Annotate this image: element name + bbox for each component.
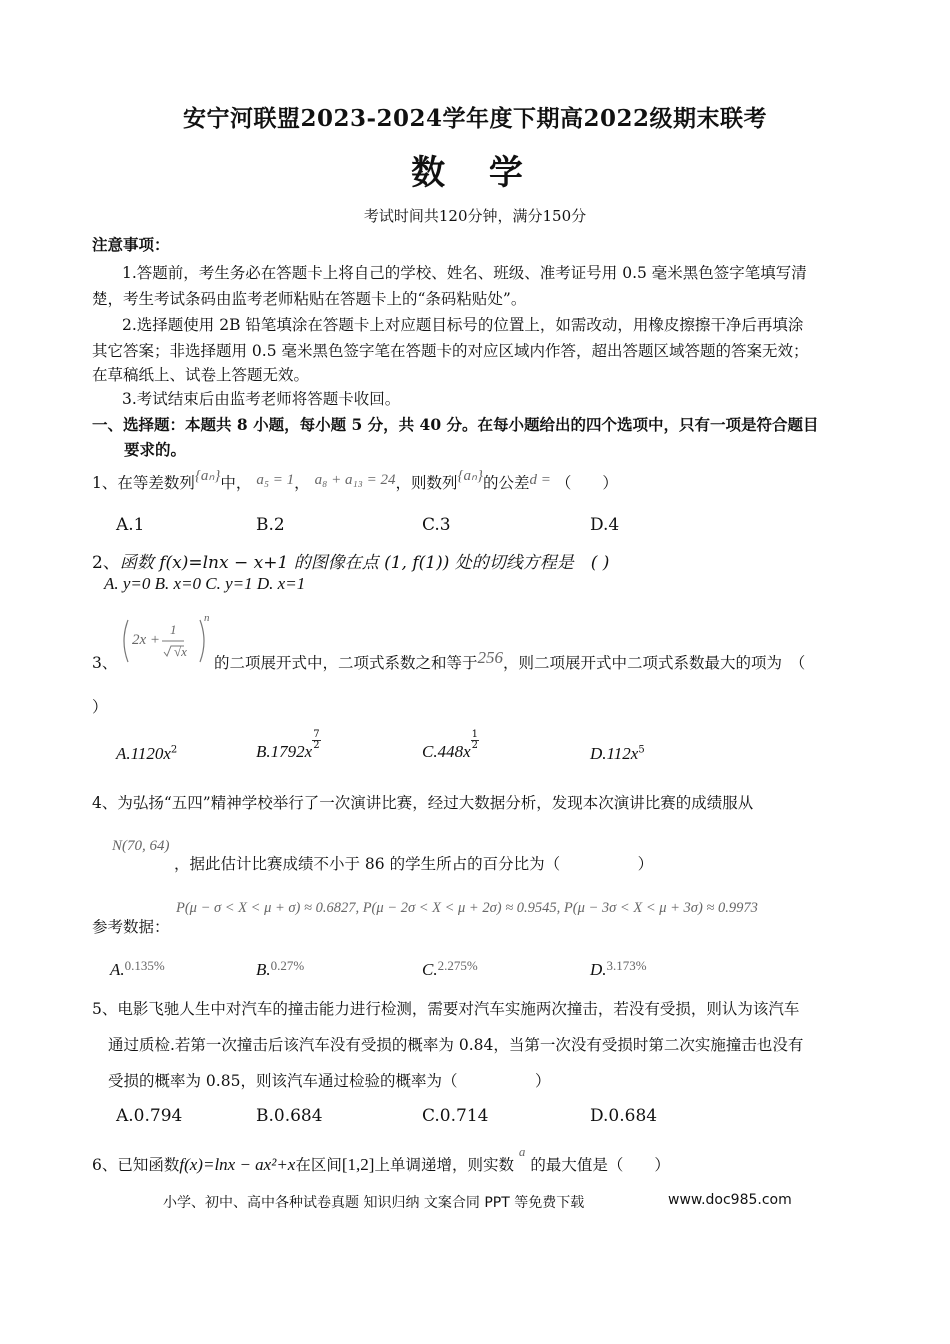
q3-close: ）: [92, 698, 108, 716]
notice-item1-line2: 楚，考生考试条码由监考老师粘贴在答题卡上的“条码粘贴处”。: [92, 290, 527, 308]
q5-line1: 5、电影飞驰人生中对汽车的撞击能力进行检测，需要对汽车实施两次撞击，若没有受损，则认为该汽车: [92, 1000, 800, 1018]
question-6: [92, 1144, 670, 1177]
q2-prefix: 2、: [92, 553, 120, 573]
q3-text2: ，则二项展开式中二项式系数最大的项为 （: [503, 654, 806, 672]
q1-paren: （ ）: [555, 474, 618, 492]
q3-expr-a: 2x +: [132, 632, 161, 648]
q6-var: a: [518, 1144, 526, 1159]
q1-cond2: a₈ + a₁₃ = 24: [314, 472, 396, 488]
q4-line1: 4、为弘扬“五四”精神学校举行了一次演讲比赛，经过大数据分析，发现本次演讲比赛的成绩服从: [92, 794, 754, 812]
q4-ref-label: 参考数据：: [92, 918, 170, 936]
q4-option-c: C.$^{2.275\%}$: [422, 958, 478, 979]
q1-cond1: a₅ = 1: [256, 472, 295, 488]
notice-heading: 注意事项：: [92, 235, 170, 254]
notice-item1-line1: 1.答题前，考生务必在答题卡上将自己的学校、姓名、班级、准考证号用 0.5 毫米黑色签字笔填写清: [122, 264, 807, 282]
q4-line2: ，据此估计比赛成绩不小于 86 的学生所占的百分比为（ ）: [174, 855, 654, 873]
q1-prefix: 1、在等差数列: [92, 474, 195, 492]
q5-option-a: A.0.794: [116, 1106, 183, 1126]
exam-info: 考试时间共120分钟，满分150分: [363, 207, 587, 225]
q1-option-a: A.1: [116, 515, 145, 535]
footer-text: 小学、初中、高中各种试卷真题 知识归纳 文案合同 PPT 等免费下载: [163, 1195, 585, 1211]
q3-option-c: C.448x $\frac{1}{2}$: [422, 729, 479, 761]
notice-item2-line2: 其它答案；非选择题用 0.5 毫米黑色签字笔在答题卡的对应区域内作答，超出答题区域答题的答案无效；: [92, 342, 809, 360]
notice-item2-line1: 2.选择题使用 2B 铅笔填涂在答题卡上对应题目标号的位置上，如需改动，用橡皮擦擦干净后再填涂: [122, 316, 804, 334]
q1-comma: ，: [294, 474, 310, 492]
q1-option-b: B.2: [256, 515, 285, 535]
notice-item3: 3.考试结束后由监考老师将答题卡收回。: [122, 390, 401, 408]
footer-url[interactable]: www.doc985.com: [668, 1192, 792, 1208]
exam-title: 安宁河联盟2023-2024学年度下期高2022级期末联考: [182, 105, 768, 132]
q1-option-d: D.4: [590, 515, 620, 535]
q4-option-d: D.$^{3.173\%}$: [590, 958, 647, 979]
q1-suffix: 的公差: [483, 474, 530, 492]
q1-option-c: C.3: [422, 515, 451, 535]
q3-option-b: B.1792x $\frac{7}{2}$: [256, 729, 320, 761]
q6-mid2: 上单调递增，则实数: [374, 1156, 514, 1174]
q4-option-a: A.$^{0.135\%}$: [110, 958, 165, 979]
q3-val: 256: [477, 648, 504, 667]
section1-heading-line2: 要求的。: [124, 440, 187, 459]
q1-seq: {aₙ}: [194, 468, 221, 484]
q5-option-d: D.0.684: [590, 1106, 658, 1126]
q3-expr-exp: n: [204, 612, 210, 624]
q5-line2: 通过质检.若第一次撞击后该汽车没有受损的概率为 0.84，当第一次没有受损时第二次实施撞击也没有: [108, 1036, 804, 1054]
q3-expr-den: √x: [174, 644, 187, 659]
q1-d: d =: [529, 472, 551, 488]
q6-interval: [1,2]: [341, 1155, 375, 1174]
q5-option-b: B.0.684: [256, 1106, 323, 1126]
q3-prefix: 3、: [92, 654, 118, 672]
q4-dist: N(70, 64): [112, 838, 170, 854]
q3-binomial-expression: [118, 612, 210, 670]
q1-mid: 中，: [220, 474, 252, 492]
q3-text: 的二项展开式中，二项式系数之和等于: [214, 654, 478, 672]
question-3: [214, 648, 806, 674]
q5-option-c: C.0.714: [422, 1106, 489, 1126]
q3-option-a: $A.1120x^2$: [116, 744, 178, 763]
subject-title: 数 学: [411, 153, 539, 193]
q5-line3: 受损的概率为 0.85，则该汽车通过检验的概率为（ ）: [108, 1072, 551, 1090]
q6-prefix: 6、已知函数: [92, 1156, 180, 1174]
q2-options: A. y=0 B. x=0 C. y=1 D. x=1: [104, 574, 306, 593]
q3-option-d: $D.112x^5$: [590, 744, 645, 763]
q4-option-b: B.$^{0.27\%}$: [256, 958, 305, 979]
q1-seq2: {aₙ}: [457, 468, 483, 484]
q1-then: ，则数列: [395, 474, 458, 492]
q4-ref-formula: P(μ − σ < X < μ + σ) ≈ 0.6827, P(μ − 2σ < X < μ + 2σ) ≈ 0.9545, P(μ − 3σ < X < μ + 3σ) ≈ 0.9973: [176, 900, 758, 916]
q6-func: f(x)=lnx − ax²+x: [179, 1155, 296, 1174]
q6-mid: 在区间: [295, 1156, 342, 1174]
section1-heading-line1: 一、选择题：本题共 8 小题，每小题 5 分，共 40 分。在每小题给出的四个选项中，只有一项是符合题目: [92, 415, 819, 434]
q2-text: 函数 f(x)=lnx − x+1 的图像在点 (1, f(1)) 处的切线方程是 ( ): [119, 553, 610, 573]
question-1: [92, 468, 618, 495]
q3-expr-num: 1: [170, 622, 177, 637]
notice-item2-line3: 在草稿纸上、试卷上答题无效。: [92, 366, 310, 384]
question-2: [92, 548, 609, 573]
q6-suffix: 的最大值是（ ）: [530, 1156, 670, 1174]
